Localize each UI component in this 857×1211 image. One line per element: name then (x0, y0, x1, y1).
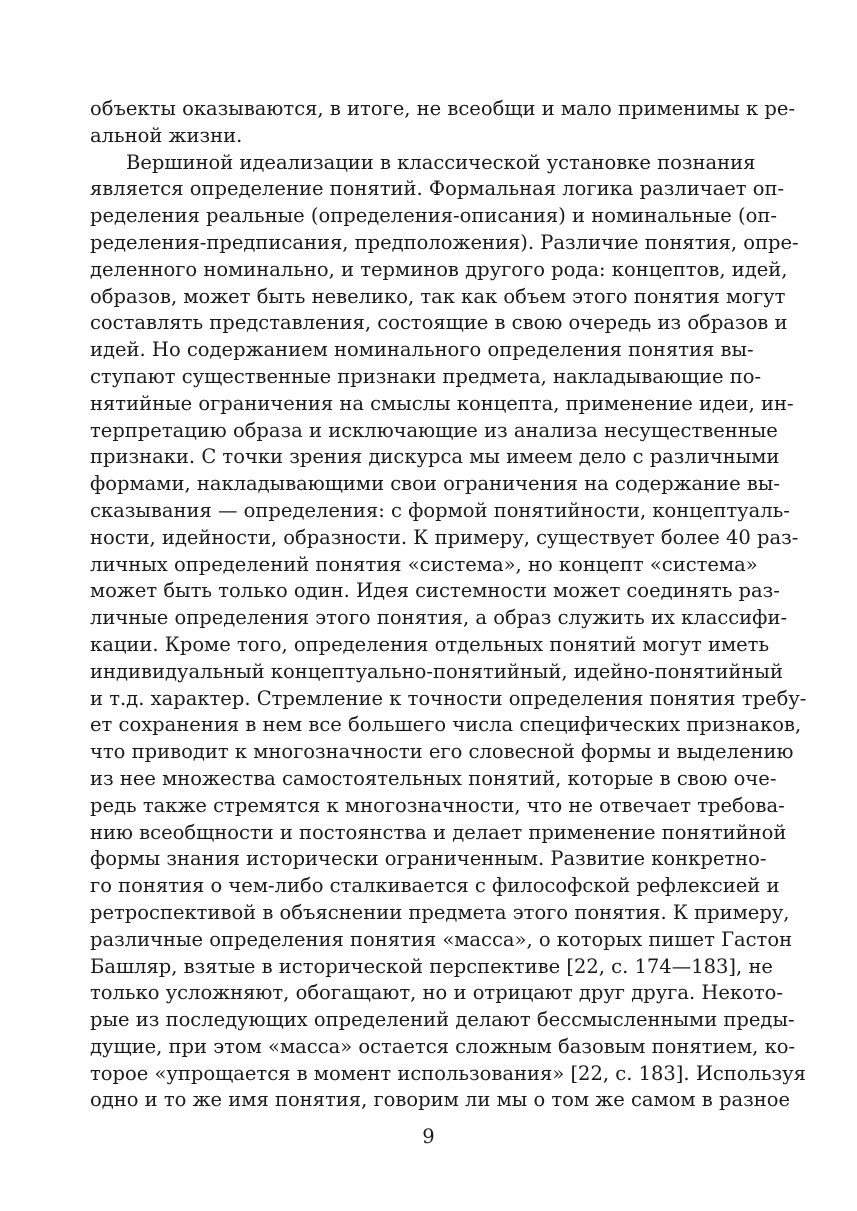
text-line: признаки. С точки зрения дискурса мы имеем дело с различными (90, 445, 780, 469)
text-line: может быть только один. Идея системности может соединять раз- (90, 579, 780, 603)
text-line: является определение понятий. Формальная логика различает оп- (90, 177, 785, 201)
text-line: образов, может быть невелико, так как объем этого понятия могут (90, 284, 786, 308)
text-line: Башляр, взятые в исторической перспективе [22, с. 174—183], не (90, 954, 773, 978)
text-line: личные определения этого понятия, а образ служить их классифи- (90, 606, 788, 630)
text-line: Вершиной идеализации в классической установке познания (126, 150, 756, 174)
body-text (90, 96, 807, 1114)
text-line: кации. Кроме того, определения отдельных понятий могут иметь (90, 632, 770, 656)
text-line: и т.д. характер. Стремление к точности определения понятия требу- (90, 686, 807, 710)
text-line: ределения-предписания, предположения). Различие понятия, опре- (90, 230, 799, 254)
text-line: ности, идейности, образности. К примеру, существует более 40 раз- (90, 525, 799, 549)
text-line: ретроспективой в объяснении предмета этого понятия. К примеру, (90, 900, 790, 924)
text-line: формы знания исторически ограниченным. Развитие конкретно- (90, 847, 767, 871)
text-line: ступают существенные признаки предмета, накладывающие по- (90, 364, 762, 388)
text-line: го понятия о чем-либо сталкивается с философской рефлексией и (90, 874, 780, 898)
text-line: терпретацию образа и исключающие из анализа несущественные (90, 418, 778, 442)
text-line: нятийные ограничения на смыслы концепта, применение идеи, ин- (90, 391, 794, 415)
text-line: различные определения понятия «масса», о которых пишет Гастон (90, 927, 793, 951)
text-line: рые из последующих определений делают бессмысленными преды- (90, 1008, 795, 1032)
text-line: только усложняют, обогащают, но и отрицают друг друга. Некото- (90, 981, 783, 1005)
text-line: сказывания — определения: с формой понятийности, концептуаль- (90, 498, 790, 522)
text-line: ет сохранения в нем все большего числа специфических признаков, (90, 713, 802, 737)
text-line: формами, накладывающими свои ограничения на содержание вы- (90, 472, 780, 496)
text-line: объекты оказываются, в итоге, не всеобщи и мало применимы к ре- (90, 97, 796, 120)
text-line: нию всеобщности и постоянства и делает применение понятийной (90, 820, 787, 844)
text-line: личных определений понятия «система», но концепт «система» (90, 552, 758, 576)
text-line: одно и то же имя понятия, говорим ли мы о том же самом в разное (90, 1088, 790, 1112)
text-line: индивидуальный концептуально-понятийный, идейно-понятийный (90, 659, 783, 683)
text-line: что приводит к многозначности его словесной формы и выделению (90, 740, 794, 764)
page-number: 9 (422, 1125, 435, 1148)
text-line: дущие, при этом «масса» остается сложным базовым понятием, ко- (90, 1034, 796, 1058)
text-line: редь также стремятся к многозначности, что не отвечает требова- (90, 793, 785, 817)
text-line: из нее множества самостоятельных понятий, которые в свою оче- (90, 766, 777, 790)
text-line: составлять представления, состоящие в свою очередь из образов и (90, 311, 788, 335)
text-line: торое «упрощается в момент использования» [22, с. 183]. Используя (90, 1061, 806, 1085)
text-line: альной жизни. (90, 123, 243, 147)
text-line: деленного номинально, и терминов другого рода: концептов, идей, (90, 257, 788, 281)
text-line: идей. Но содержанием номинального определения понятия вы- (90, 338, 754, 362)
text-line: ределения реальные (определения-описания) и номинальные (оп- (90, 204, 777, 228)
